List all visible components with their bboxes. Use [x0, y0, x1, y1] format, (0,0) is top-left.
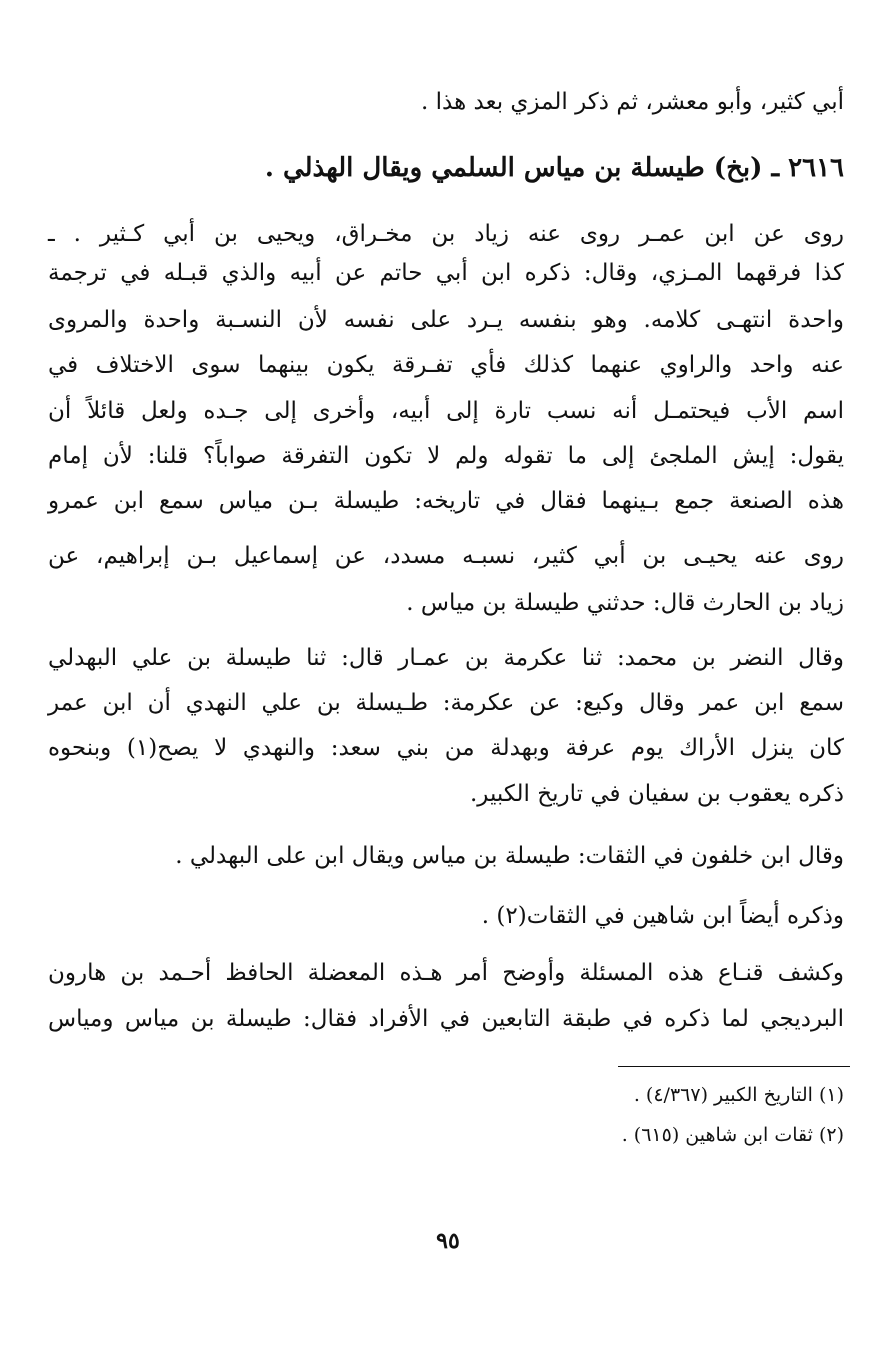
- text-line: كذا فرقهما المـزي، وقال: ذكره ابن أبي حاتم عن أبيه والذي قبـله في ترجمة: [48, 260, 844, 286]
- page-number: ٩٥: [436, 1228, 460, 1254]
- text-line: ذكره يعقوب بن سفيان في تاريخ الكبير.: [469, 781, 844, 807]
- text-line: وكشف قنـاع هذه المسئلة وأوضح أمر هـذه المعضلة الحافظ أحـمد بن هارون: [48, 960, 844, 986]
- text-line: عنه واحد والراوي عنهما كذلك فأي تفـرقة يكون بينهما سوى الاختلاف في: [48, 352, 844, 378]
- text-line: يقول: إيش الملجئ إلى ما تقوله ولم لا تكون التفرقة صواباً؟ قلنا: لأن إمام: [48, 443, 844, 469]
- text-line: زياد بن الحارث قال: حدثني طيسلة بن مياس .: [406, 590, 844, 616]
- text-line: واحدة انتهـى كلامه. وهو بنفسه يـرد على نفسه لأن النسـبة واحدة والمروى: [48, 307, 844, 333]
- entry-heading: ٢٦١٦ ـ (بخ) طيسلة بن مياس السلمي ويقال الهذلي .: [264, 153, 844, 183]
- text-line: وذكره أيضاً ابن شاهين في الثقات(٢) .: [481, 903, 844, 929]
- text-line: روى عن ابن عمـر روى عنه زياد بن مخـراق، ويحيى بن أبي كـثير . ـ: [48, 221, 844, 247]
- text-line: هذه الصنعة جمع بـينهما فقال في تاريخه: طيسلة بـن مياس سمع ابن عمرو: [48, 488, 844, 514]
- text-line: البرديجي لما ذكره في طبقة التابعين في الأفراد فقال: طيسلة بن مياس ومياس: [48, 1006, 844, 1032]
- text-line: سمع ابن عمر وقال وكيع: عن عكرمة: طـيسلة بن علي النهدي أن ابن عمر: [48, 690, 844, 716]
- text-line: روى عنه يحيـى بن أبي كثير، نسبـه مسدد، عن إسماعيل بـن إبراهيم، عن: [48, 543, 844, 569]
- text-line: وقال ابن خلفون في الثقات: طيسلة بن مياس ويقال ابن على البهدلي .: [175, 843, 844, 869]
- footnote-separator: [618, 1066, 850, 1067]
- footnote: (١) التاريخ الكبير (٤/٣٦٧) .: [633, 1084, 844, 1106]
- text-line: كان ينزل الأراك يوم عرفة وبهدلة من بني سعد: والنهدي لا يصح(١) وبنحوه: [48, 735, 844, 761]
- footnote: (٢) ثقات ابن شاهين (٦١٥) .: [621, 1124, 844, 1146]
- text-line: أبي كثير، وأبو معشر، ثم ذكر المزي بعد هذا .: [421, 89, 844, 115]
- text-line: وقال النضر بن محمد: ثنا عكرمة بن عمـار قال: ثنا طيسلة بن علي البهدلي: [48, 645, 845, 671]
- text-line: اسم الأب فيحتمـل أنه نسب تارة إلى أبيه، وأخرى إلى جـده ولعل قائلاً أن: [48, 398, 845, 424]
